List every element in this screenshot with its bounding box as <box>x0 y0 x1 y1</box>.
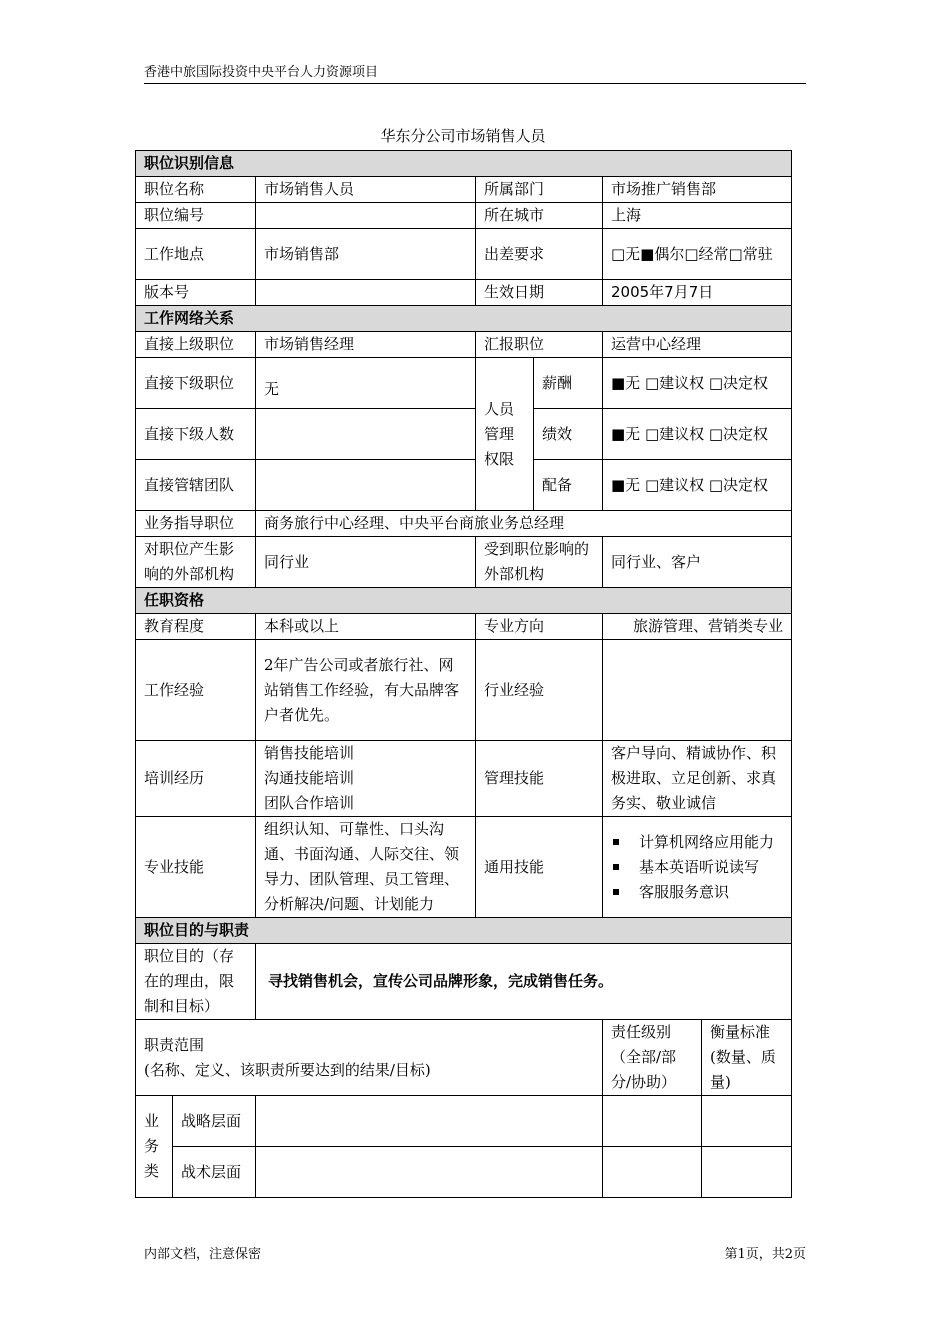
document-title: 华东分公司市场销售人员 <box>380 127 546 145</box>
scope-header <box>136 1020 603 1096</box>
industry-label: 行业经验 <box>476 640 603 741</box>
subordinate-label: 直接下级职位 <box>136 358 256 409</box>
affect-value: 同行业 <box>256 537 476 588</box>
department-label: 所属部门 <box>476 177 603 203</box>
report-label: 汇报职位 <box>476 332 603 358</box>
authority-label: 人员管理权限 <box>476 358 534 511</box>
sub-count-value <box>256 409 476 460</box>
mgmt-skill-label: 管理技能 <box>476 741 603 817</box>
location-label: 工作地点 <box>136 229 256 280</box>
category-label: 业务类 <box>136 1096 173 1198</box>
superior-label: 直接上级职位 <box>136 332 256 358</box>
scope-description: (名称、定义、该职责所要达到的结果/目标) <box>144 1060 431 1079</box>
effective-date-label: 生效日期 <box>476 280 603 306</box>
position-name-value: 市场销售人员 <box>256 177 476 203</box>
strategy-measure <box>702 1096 792 1147</box>
perf-options: ■无 □建议权 □决定权 <box>603 409 792 460</box>
experience-value: 2年广告公司或者旅行社、网站销售工作经验，有大品牌客户者优先。 <box>256 640 476 741</box>
education-value: 本科或以上 <box>256 614 476 640</box>
tactic-scope <box>256 1147 603 1198</box>
pay-options: ■无 □建议权 □决定权 <box>603 358 792 409</box>
superior-value: 市场销售经理 <box>256 332 476 358</box>
page-footer <box>144 1246 806 1264</box>
page-number: 第1页，共2页 <box>724 1247 806 1262</box>
training-list <box>256 741 476 817</box>
travel-options: □无■偶尔□经常□常驻 <box>603 229 792 280</box>
version-label: 版本号 <box>136 280 256 306</box>
section-network: 工作网络关系 <box>136 306 792 332</box>
education-label: 教育程度 <box>136 614 256 640</box>
department-value: 市场推广销售部 <box>603 177 792 203</box>
measure-label: 衡量标准(数量、质量) <box>702 1020 792 1096</box>
tactic-label: 战术层面 <box>173 1147 256 1198</box>
affected-value: 同行业、客户 <box>603 537 792 588</box>
level-label: 责任级别（全部/部分/协助） <box>603 1020 702 1096</box>
staff-label: 配备 <box>534 460 603 511</box>
general-skill-list <box>603 817 792 918</box>
training-label: 培训经历 <box>136 741 256 817</box>
tactic-level <box>603 1147 702 1198</box>
training-item: 销售技能培训 <box>264 744 355 762</box>
pro-skill-label: 专业技能 <box>136 817 256 918</box>
sub-count-label: 直接下级人数 <box>136 409 256 460</box>
team-value <box>256 460 476 511</box>
purpose-value: 寻找销售机会，宣传公司品牌形象，完成销售任务。 <box>256 944 792 1020</box>
major-value: 旅游管理、营销类专业 <box>603 614 792 640</box>
training-item: 团队合作培训 <box>264 794 355 812</box>
report-value: 运营中心经理 <box>603 332 792 358</box>
strategy-scope <box>256 1096 603 1147</box>
scope-label: 职责范围 <box>144 1035 205 1054</box>
pay-label: 薪酬 <box>534 358 603 409</box>
travel-label: 出差要求 <box>476 229 603 280</box>
job-description-table <box>135 150 792 1198</box>
pro-skill-value: 组织认知、可靠性、口头沟通、书面沟通、人际交往、领导力、团队管理、员工管理、分析解决/问题、计划能力 <box>256 817 476 918</box>
strategy-level <box>603 1096 702 1147</box>
affected-label: 受到职位影响的外部机构 <box>476 537 603 588</box>
perf-label: 绩效 <box>534 409 603 460</box>
city-value: 上海 <box>603 203 792 229</box>
section-qualification: 任职资格 <box>136 588 792 614</box>
experience-label: 工作经验 <box>136 640 256 741</box>
guidance-value: 商务旅行中心经理、中央平台商旅业务总经理 <box>256 511 792 537</box>
section-identification: 职位识别信息 <box>136 151 792 177</box>
position-no-label: 职位编号 <box>136 203 256 229</box>
position-name-label: 职位名称 <box>136 177 256 203</box>
staff-options: ■无 □建议权 □决定权 <box>603 460 792 511</box>
general-skill-label: 通用技能 <box>476 817 603 918</box>
subordinate-value: 无 <box>256 358 476 409</box>
strategy-label: 战略层面 <box>173 1096 256 1147</box>
page-header: 香港中旅国际投资中央平台人力资源项目 <box>144 64 806 84</box>
major-label: 专业方向 <box>476 614 603 640</box>
training-item: 沟通技能培训 <box>264 769 355 787</box>
purpose-label: 职位目的（存在的理由，限制和目标） <box>136 944 256 1020</box>
guidance-label: 业务指导职位 <box>136 511 256 537</box>
general-skill-item: 计算机网络应用能力 <box>611 830 783 855</box>
city-label: 所在城市 <box>476 203 603 229</box>
location-value: 市场销售部 <box>256 229 476 280</box>
version-value <box>256 280 476 306</box>
tactic-measure <box>702 1147 792 1198</box>
section-purpose: 职位目的与职责 <box>136 918 792 944</box>
team-label: 直接管辖团队 <box>136 460 256 511</box>
confidential-note: 内部文档，注意保密 <box>144 1247 262 1262</box>
general-skill-item: 基本英语听说读写 <box>611 855 783 880</box>
mgmt-skill-value: 客户导向、精诚协作、积极进取、立足创新、求真务实、敬业诚信 <box>603 741 792 817</box>
effective-date-value: 2005年7月7日 <box>603 280 792 306</box>
industry-value <box>603 640 792 741</box>
affect-label: 对职位产生影响的外部机构 <box>136 537 256 588</box>
general-skill-item: 客服服务意识 <box>611 880 783 905</box>
position-no-value <box>256 203 476 229</box>
